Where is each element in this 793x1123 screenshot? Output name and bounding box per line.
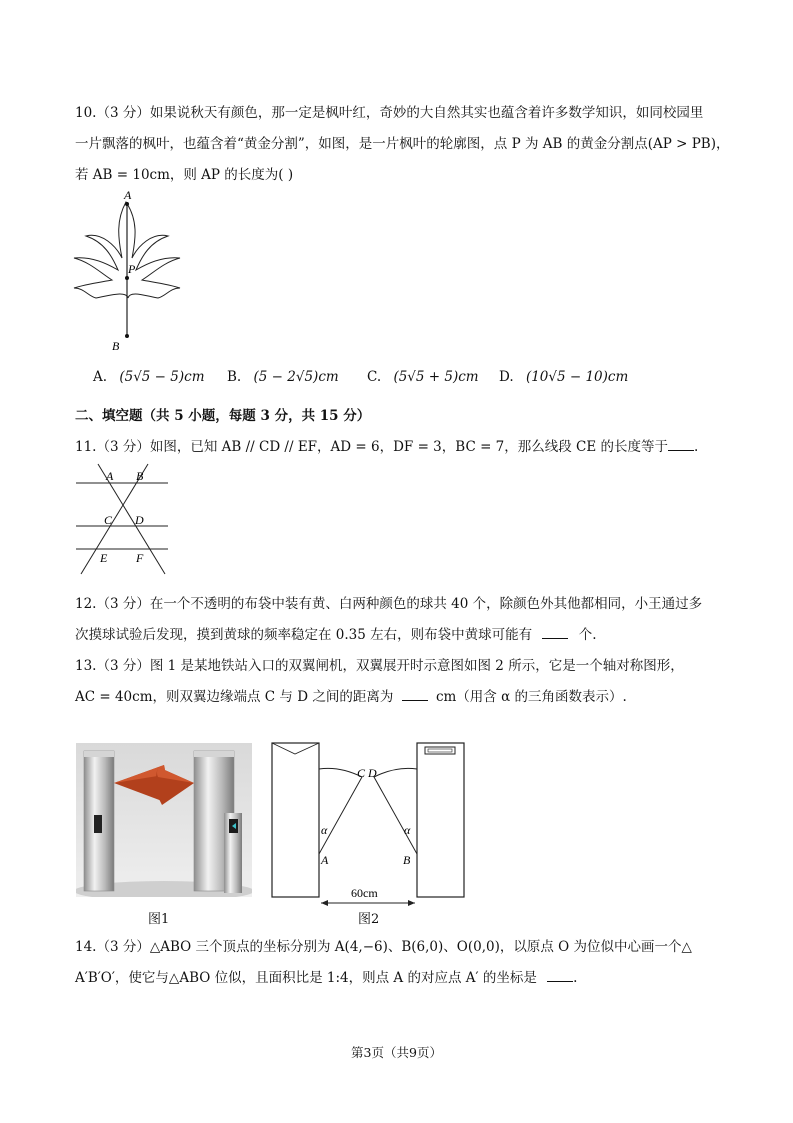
q14-text: A′B′O′，使它与△ABO 位似，且面积比是 1:4，则点 A 的对应点 A′ 的坐标是 (75, 970, 537, 986)
q12-line-1: 12.（3 分）在一个不透明的布袋中装有黄、白两种颜色的球共 40 个，除颜色外其他都相同，小王通过多 (75, 596, 703, 612)
left-cabinet (272, 743, 319, 897)
left-wing-sector (319, 768, 362, 854)
q13-tail: cm（用含 α 的三角函数表示）. (435, 689, 627, 705)
q12-line-2 (75, 623, 597, 643)
q10-option-a (93, 369, 205, 385)
q10-line-1: 10.（3 分）如果说秋天有颜色，那一定是枫叶红，奇妙的大自然其实也蕴含着许多数学知识，如同校园里 (75, 105, 704, 121)
q11-end: . (694, 439, 699, 455)
option-a-expr: (5√5 − 5)cm (119, 369, 205, 385)
q11-answer-blank (668, 438, 694, 451)
parallel-lines-figure (76, 460, 172, 578)
q10-option-b (227, 369, 339, 385)
label-B: B (112, 339, 120, 353)
label-P: P (128, 262, 136, 276)
option-c-letter: C. (367, 369, 382, 385)
q12-answer-blank (542, 626, 568, 639)
label-C: C (357, 766, 366, 780)
label-B: B (403, 853, 411, 867)
q14-end: . (573, 970, 578, 986)
figure-2-caption: 图2 (358, 912, 380, 927)
label-alpha-left: α (321, 823, 328, 837)
maple-leaf-figure (68, 186, 188, 354)
label-F: F (136, 551, 144, 565)
option-d-letter: D. (499, 369, 514, 385)
option-c-expr: (5√5 + 5)cm (393, 369, 479, 385)
q12-text: 次摸球试验后发现，摸到黄球的频率稳定在 0.35 左右，则布袋中黄球可能有 (75, 627, 533, 643)
q13-answer-blank (402, 688, 428, 701)
point-B (125, 334, 129, 338)
option-b-letter: B. (227, 369, 242, 385)
right-cabinet (417, 743, 464, 897)
q14-line-1: 14.（3 分）△ABO 三个顶点的坐标分别为 A(4,−6)、B(6,0)、O(0,0)，以原点 O 为位似中心画一个△ (75, 939, 692, 955)
turnstile-schematic (268, 740, 468, 912)
label-E: E (100, 551, 108, 565)
q13-line-1: 13.（3 分）图 1 是某地铁站入口的双翼闸机，双翼展开时示意图如图 2 所示，它是一个轴对称图形， (75, 658, 684, 674)
label-A: A (106, 469, 114, 483)
option-d-expr: (10√5 − 10)cm (525, 369, 629, 385)
right-wing-sector (374, 768, 417, 854)
label-A: A (124, 188, 132, 202)
label-B: B (136, 469, 144, 483)
q13-line-2 (75, 685, 627, 705)
q10-option-d (499, 369, 628, 385)
q14-line-2 (75, 966, 577, 986)
q11-line (75, 435, 698, 455)
option-b-expr: (5 − 2√5)cm (253, 369, 339, 385)
point-A (125, 202, 129, 206)
label-D: D (135, 513, 144, 527)
q12-unit: 个. (578, 627, 597, 643)
width-label: 60cm (351, 886, 378, 900)
q13-text: AC = 40cm，则双翼边缘端点 C 与 D 之间的距离为 (75, 689, 394, 705)
point-P (125, 276, 129, 280)
turnstile-photo (76, 743, 252, 897)
q14-answer-blank (547, 969, 573, 982)
figure-1-caption: 图1 (148, 912, 170, 927)
q11-text: 11.（3 分）如图，已知 AB // CD // EF，AD = 6，DF = 3，BC = 7，那么线段 CE 的长度等于 (75, 439, 669, 455)
label-A: A (321, 853, 329, 867)
label-alpha-right: α (404, 823, 411, 837)
option-a-letter: A. (93, 369, 108, 385)
q10-line-3: 若 AB = 10cm，则 AP 的长度为( ) (75, 167, 294, 183)
page-footer: 第3页（共9页） (351, 1045, 442, 1060)
label-C: C (104, 513, 113, 527)
label-D: D (368, 766, 377, 780)
q10-option-c (367, 369, 479, 385)
q10-line-2: 一片飘落的枫叶，也蕴含着“黄金分割”，如图，是一片枫叶的轮廓图，点 P 为 AB 的黄金分割点(AP > PB)， (75, 136, 730, 152)
section-2-title: 二、填空题（共 5 小题，每题 3 分，共 15 分） (75, 408, 371, 424)
